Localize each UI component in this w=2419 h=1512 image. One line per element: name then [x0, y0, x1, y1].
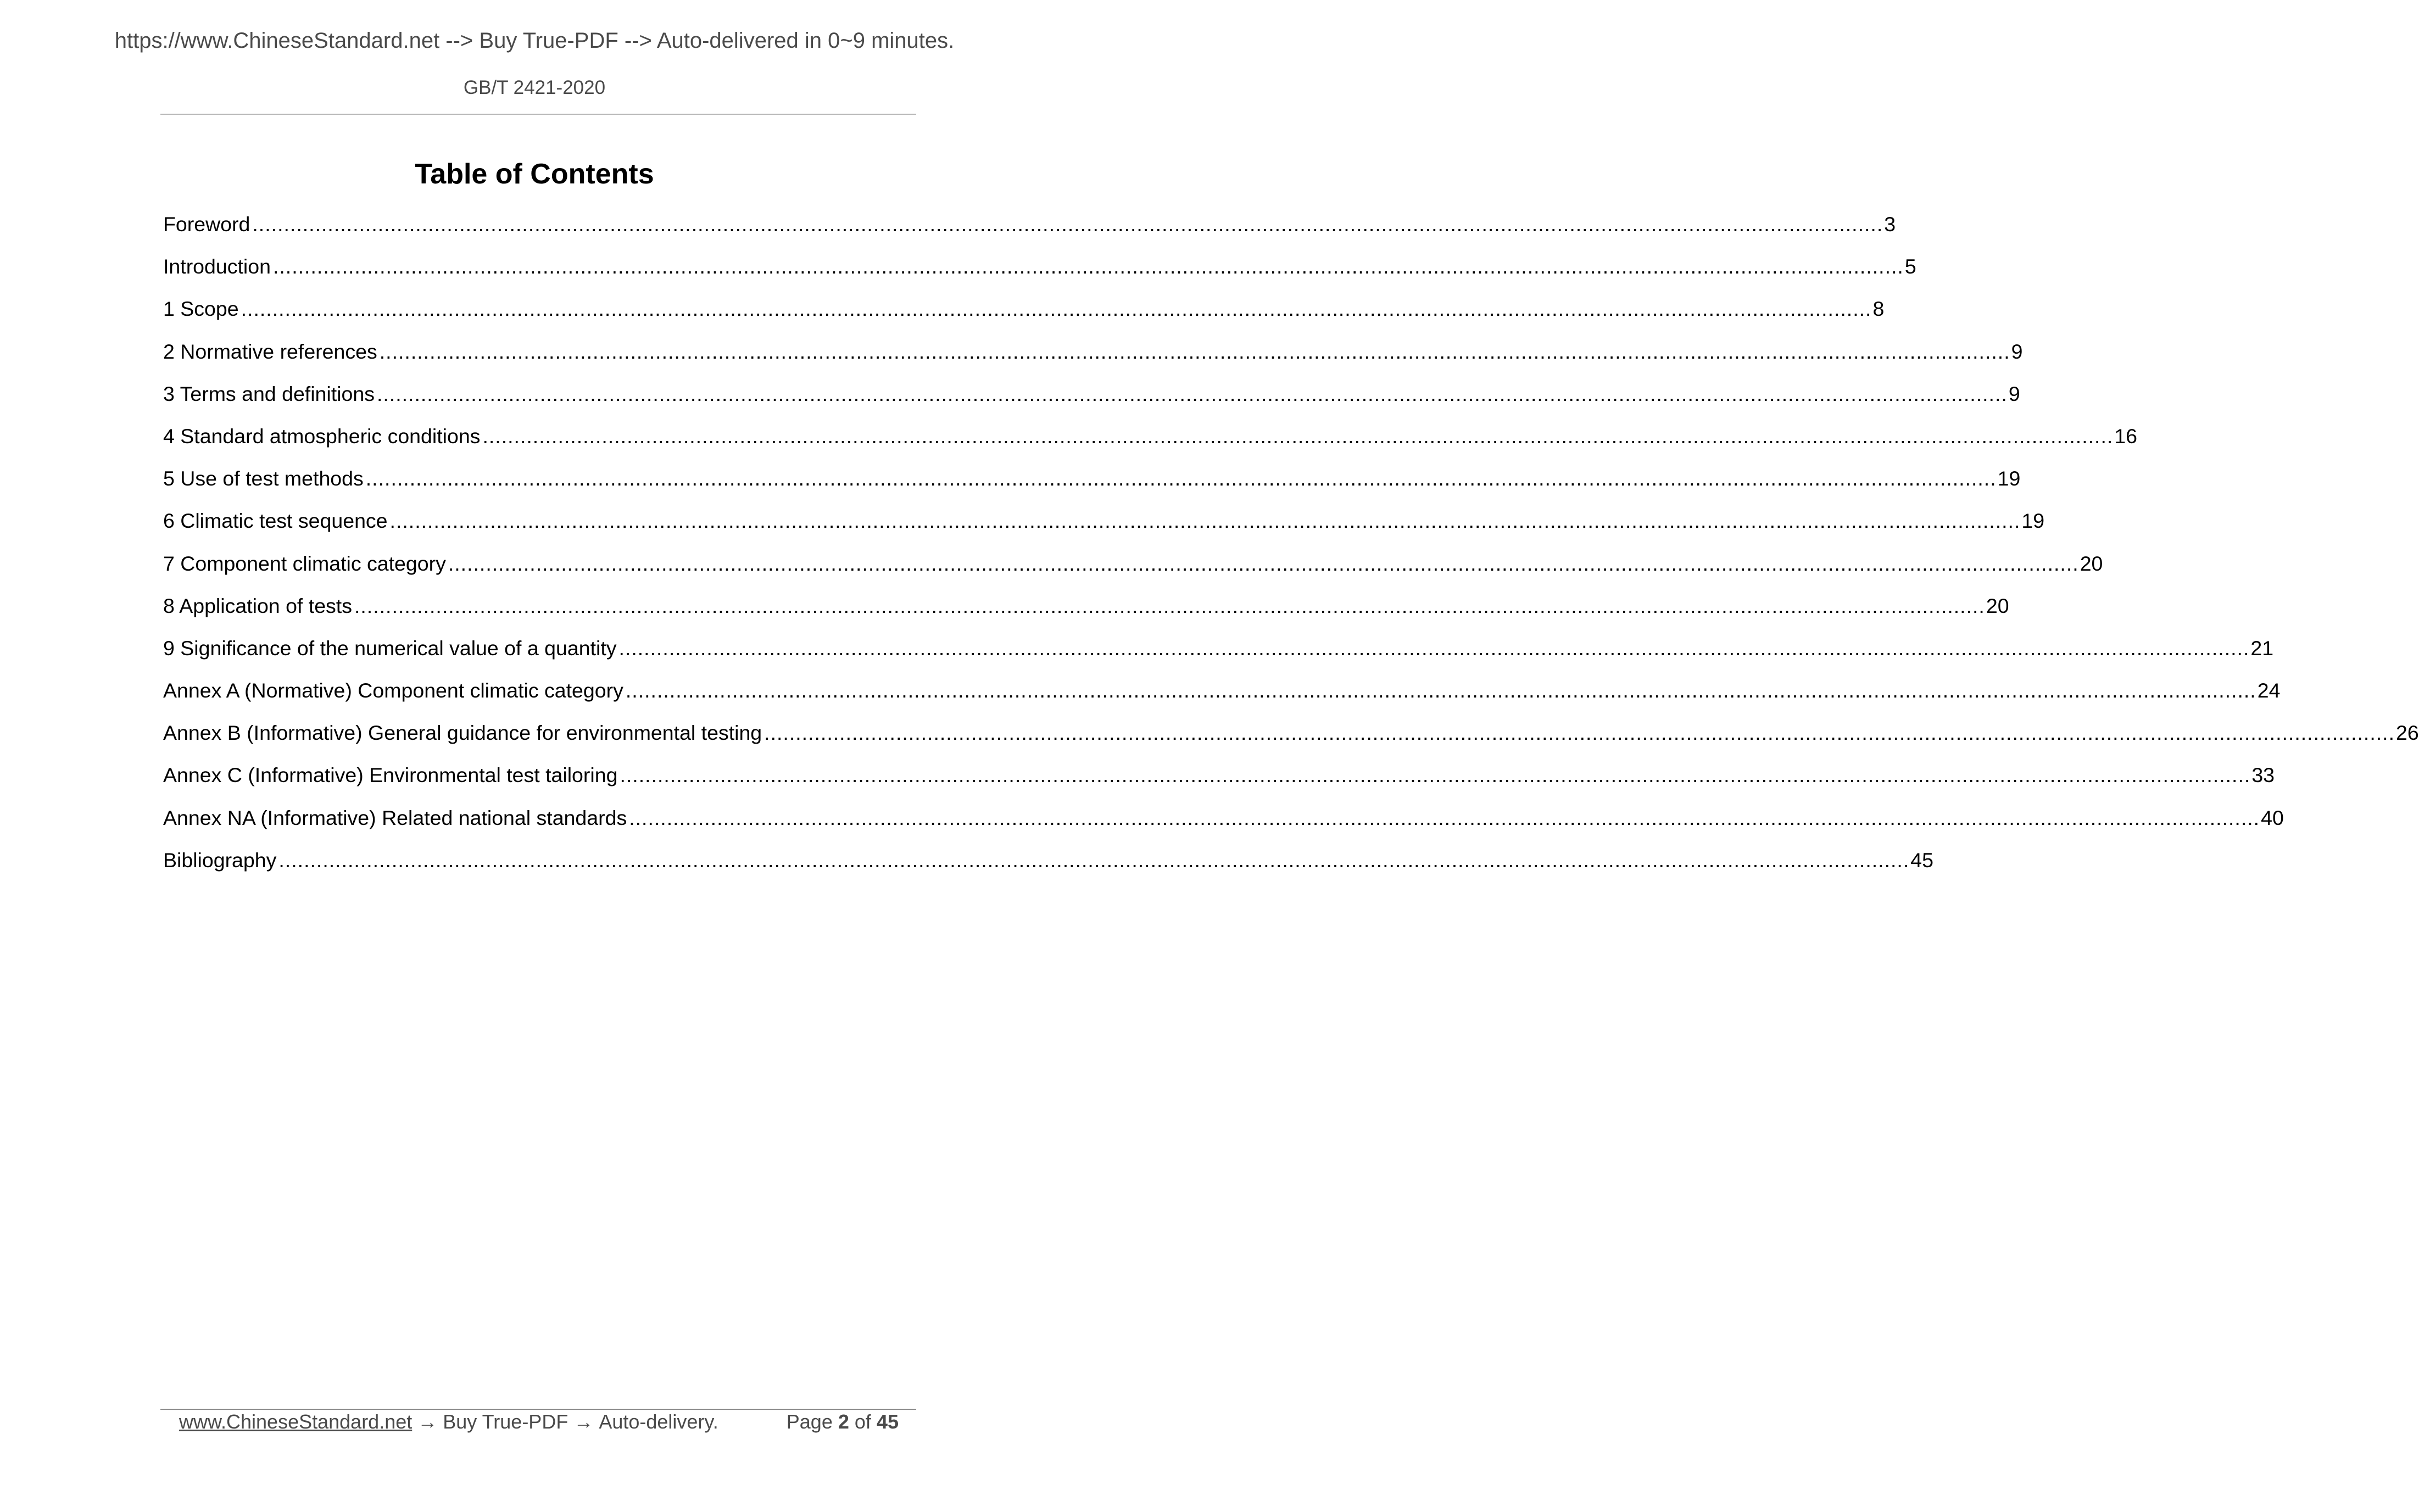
total-pages-number: 45 [876, 1410, 899, 1433]
toc-leader-dots: .................................................................................................................................................................................................................................................................... [448, 551, 2079, 575]
footer-divider [160, 1409, 916, 1410]
toc-entry-page: 45 [1910, 848, 1933, 872]
toc-list [163, 210, 2419, 889]
toc-leader-dots: .................................................................................................................................................................................................................................................................... [764, 721, 2395, 745]
toc-entry[interactable] [163, 677, 2281, 719]
toc-entry-label: 7 Component climatic category [163, 551, 446, 575]
toc-entry-page: 19 [2021, 509, 2045, 533]
standard-code: GB/T 2421-2020 [463, 77, 606, 98]
toc-entry-page: 24 [2257, 679, 2281, 702]
toc-entry[interactable] [163, 380, 2020, 422]
current-page-number: 2 [838, 1410, 849, 1433]
toc-entry[interactable] [163, 804, 2284, 846]
toc-leader-dots: .................................................................................................................................................................................................................................................................... [365, 467, 1997, 490]
of-word: of [854, 1410, 871, 1433]
toc-leader-dots: .................................................................................................................................................................................................................................................................... [354, 594, 1985, 617]
toc-entry[interactable] [163, 253, 1916, 295]
toc-entry-label: Annex B (Informative) General guidance for environmental testing [163, 721, 762, 745]
toc-entry-page: 9 [2008, 382, 2020, 405]
toc-entry-label: 9 Significance of the numerical value of a quantity [163, 636, 617, 660]
toc-entry-label: 2 Normative references [163, 339, 377, 363]
toc-leader-dots: .................................................................................................................................................................................................................................................................... [625, 679, 2256, 702]
toc-entry-label: Introduction [163, 255, 271, 278]
toc-entry-label: 1 Scope [163, 297, 239, 321]
toc-leader-dots: .................................................................................................................................................................................................................................................................... [620, 763, 2251, 787]
header-divider [160, 114, 916, 115]
buy-true-pdf-text: Buy True-PDF [443, 1410, 568, 1433]
top-banner: https://www.ChineseStandard.net --> Buy True-PDF --> Auto-delivered in 0~9 minutes. [114, 29, 955, 53]
toc-leader-dots: .................................................................................................................................................................................................................................................................... [379, 339, 2010, 363]
toc-leader-dots: .................................................................................................................................................................................................................................................................... [272, 255, 1904, 278]
toc-entry-label: Bibliography [163, 848, 277, 872]
toc-title: Table of Contents [415, 158, 654, 190]
toc-entry[interactable] [163, 295, 1885, 337]
toc-entry[interactable] [163, 210, 1896, 253]
toc-entry-label: 6 Climatic test sequence [163, 509, 388, 533]
auto-delivery-text: Auto-delivery. [599, 1410, 718, 1433]
toc-entry-label: Annex C (Informative) Environmental test tailoring [163, 763, 618, 787]
toc-entry-page: 20 [1986, 594, 2009, 617]
footer-promo [179, 1410, 718, 1433]
toc-leader-dots: .................................................................................................................................................................................................................................................................... [618, 636, 2250, 660]
toc-entry-page: 26 [2396, 721, 2419, 745]
toc-entry[interactable] [163, 507, 2045, 549]
toc-entry-page: 33 [2251, 763, 2275, 787]
toc-entry[interactable] [163, 719, 2419, 761]
page-counter [787, 1410, 899, 1433]
toc-leader-dots: .................................................................................................................................................................................................................................................................... [389, 509, 2021, 533]
toc-entry-page: 20 [2080, 551, 2103, 575]
toc-entry-label: 4 Standard atmospheric conditions [163, 424, 481, 448]
toc-entry[interactable] [163, 761, 2275, 804]
toc-entry[interactable] [163, 846, 1933, 889]
toc-leader-dots: .................................................................................................................................................................................................................................................................... [629, 806, 2260, 829]
toc-leader-dots: .................................................................................................................................................................................................................................................................... [278, 848, 1910, 872]
toc-entry-label: 3 Terms and definitions [163, 382, 375, 405]
toc-entry-page: 21 [2250, 636, 2274, 660]
toc-leader-dots: .................................................................................................................................................................................................................................................................... [252, 213, 1883, 236]
toc-entry-label: Annex A (Normative) Component climatic category [163, 679, 623, 702]
toc-entry-page: 9 [2011, 339, 2023, 363]
toc-leader-dots: .................................................................................................................................................................................................................................................................... [482, 424, 2114, 448]
arrow-right-icon: → [573, 1410, 594, 1433]
arrow-right-icon: → [417, 1410, 438, 1433]
toc-leader-dots: .................................................................................................................................................................................................................................................................... [241, 297, 1872, 321]
toc-entry-page: 40 [2261, 806, 2284, 829]
toc-entry[interactable] [163, 592, 2009, 634]
toc-entry-page: 16 [2114, 424, 2138, 448]
page-word: Page [786, 1410, 833, 1433]
toc-entry-page: 5 [1904, 255, 1916, 278]
toc-entry-label: 5 Use of test methods [163, 467, 364, 490]
toc-entry[interactable] [163, 550, 2103, 592]
toc-entry-page: 3 [1884, 213, 1896, 236]
toc-entry[interactable] [163, 634, 2274, 677]
toc-entry[interactable] [163, 338, 2023, 380]
toc-entry-page: 19 [1997, 467, 2021, 490]
toc-entry-label: Foreword [163, 213, 250, 236]
toc-entry[interactable] [163, 465, 2021, 507]
toc-entry-page: 8 [1872, 297, 1885, 321]
toc-leader-dots: .................................................................................................................................................................................................................................................................... [376, 382, 2008, 405]
site-link[interactable]: www.ChineseStandard.net [179, 1410, 413, 1433]
toc-entry-label: Annex NA (Informative) Related national standards [163, 806, 627, 829]
toc-entry-label: 8 Application of tests [163, 594, 352, 617]
page-footer [179, 1410, 899, 1438]
toc-entry[interactable] [163, 422, 2138, 465]
